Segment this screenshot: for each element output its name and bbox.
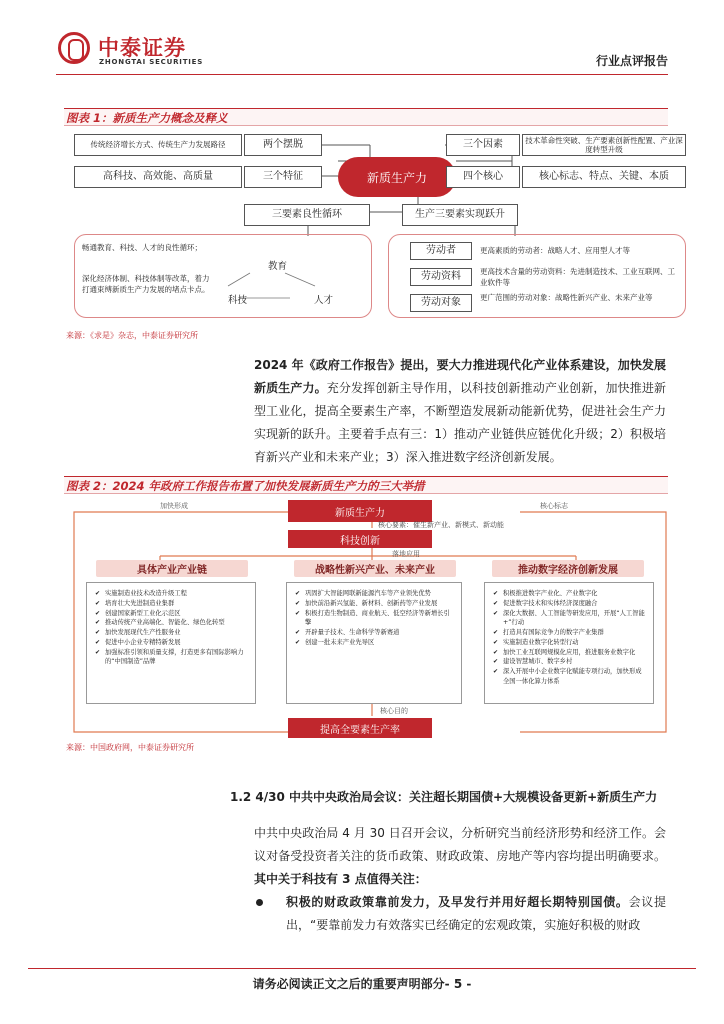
figure1-right-desc: 核心标志、特点、关键、本质 xyxy=(522,166,686,188)
figure2-bottom-bar: 提高全要素生产率 xyxy=(288,718,432,738)
figure1-cycle-node: 人才 xyxy=(314,295,334,306)
brand-logo-icon xyxy=(58,32,90,64)
figure1-left-label: 两个摆脱 xyxy=(244,134,322,156)
figure1-cycle-node: 教育 xyxy=(268,261,288,272)
brand-sub: ZHONGTAI SECURITIES xyxy=(99,58,204,66)
figure2-list-item: ✔ 积极推进数字产业化、产业数字化 xyxy=(493,589,647,599)
figure1-factor-name: 劳动对象 xyxy=(410,294,472,312)
figure2-tech-bar: 科技创新 xyxy=(288,530,432,548)
figure2-list-item: ✔ 巩固扩大智能网联新能源汽车等产业领先优势 xyxy=(295,589,455,599)
figure1-bottom-left-label: 三要素良性循环 xyxy=(244,204,370,226)
figure1-right-desc: 技术革命性突破、生产要素创新性配置、产业深度转型升级 xyxy=(522,134,686,156)
figure2-title: 图表 2：2024 年政府工作报告布置了加快发展新质生产力的三大举措 xyxy=(64,476,668,494)
figure1-factor-name: 劳动者 xyxy=(410,242,472,260)
figure2-list-item: ✔ 促进中小企业专精特新发展 xyxy=(95,638,249,648)
figure2-top-bar: 新质生产力 xyxy=(288,500,432,522)
figure1-factor-desc: 更广范围的劳动对象：战略性新兴产业、未来产业等 xyxy=(480,293,653,302)
figure2-list-item: ✔ 开辟量子技术、生命科学等新赛道 xyxy=(295,628,455,638)
figure2-list-item: ✔ 促进数字技术和实体经济深度融合 xyxy=(493,599,647,609)
figure2-list-item: ✔ 实施制造业技术改造升级工程 xyxy=(95,589,249,599)
bullet-paragraph-rest: 会议提出，“要靠前发力有效落实已经确定的宏观政策，实施好积极的财政 xyxy=(286,895,666,932)
figure2-column-title: 具体产业产业链 xyxy=(96,560,248,577)
section-paragraph xyxy=(254,822,666,891)
figure2-column-title: 推动数字经济创新发展 xyxy=(492,560,644,577)
figure1-bottom-right-label: 生产三要素实现跃升 xyxy=(402,204,518,226)
figure1-source: 来源：《求是》杂志，中泰证券研究所 xyxy=(66,331,198,340)
figure2-label-implement: 落地应用 xyxy=(392,550,420,558)
section-paragraph-bold: 其中关于科技有 3 点值得关注： xyxy=(254,872,427,886)
figure2-list-item: ✔ 深入开展中小企业数字化赋能专项行动，加快形成全国一体化算力体系 xyxy=(493,667,647,687)
figure1-right-label: 三个因素 xyxy=(446,134,520,156)
bullet-paragraph-bold: 积极的财政政策靠前发力，及早发行并用好超长期特别国债。 xyxy=(286,895,629,909)
page-number: - 5 - xyxy=(444,977,472,991)
brand-name: 中泰证券 xyxy=(98,36,186,60)
figure2-list-item: ✔ 推动传统产业高端化、智能化、绿色化转型 xyxy=(95,618,249,628)
figure2-list-item: ✔ 实施制造业数字化转型行动 xyxy=(493,638,647,648)
figure1-left-desc: 传统经济增长方式、传统生产力发展路径 xyxy=(74,134,242,156)
figure2-core-essence: 核心要素：催生新产业、新模式、新动能 xyxy=(378,521,504,529)
figure2-list-item: ✔ 加强标准引领和质量支撑，打造更多有国际影响力的“中国制造”品牌 xyxy=(95,648,249,668)
figure1-left-desc: 高科技、高效能、高质量 xyxy=(74,166,242,188)
section-title: 1.2 4/30 中共中央政治局会议：关注超长期国债+大规模设备更新+新质生产力 xyxy=(230,790,658,804)
section-paragraph-normal: 中共中央政治局 4 月 30 日召开会议，分析研究当前经济形势和经济工作。会议对备受投资者关注的货币政策、财政政策、房地产等内容均提出明确要求。 xyxy=(254,826,666,863)
figure2-label-core-goal: 核心目的 xyxy=(380,707,408,715)
figure1-left-label: 三个特征 xyxy=(244,166,322,188)
figure1-cycle-note: 深化经济体制、科技体制等改革，着力打通束缚新质生产力发展的堵点卡点。 xyxy=(82,274,210,294)
figure1-factor-name: 劳动资料 xyxy=(410,268,472,286)
footer-divider xyxy=(28,968,696,969)
figure1-right-label: 四个核心 xyxy=(446,166,520,188)
figure1-center-node: 新质生产力 xyxy=(338,157,456,197)
report-type: 行业点评报告 xyxy=(595,54,668,68)
figure2-column-box xyxy=(484,582,654,704)
figure2-column-box xyxy=(86,582,256,704)
figure2-list-item: ✔ 加快发展现代生产性服务业 xyxy=(95,628,249,638)
figure1-factor-desc: 更高素质的劳动者：战略人才、应用型人才等 xyxy=(480,246,630,255)
figure2-list-item: ✔ 积极打造生物制造、商业航天、低空经济等新增长引擎 xyxy=(295,609,455,629)
figure2-column-box xyxy=(286,582,462,704)
figure2-column-title: 战略性新兴产业、未来产业 xyxy=(294,560,456,577)
bullet-icon xyxy=(256,899,263,906)
figure1-factor-desc: 更高技术含量的劳动资料：先进制造技术、工业互联网、工业软件等 xyxy=(480,267,675,287)
figure2-label-accelerate: 加快形成 xyxy=(160,502,188,510)
header-divider xyxy=(56,74,668,75)
figure2-list-item: ✔ 建设智慧城市、数字乡村 xyxy=(493,657,647,667)
footer xyxy=(0,975,724,992)
body-paragraph-lead: 2024 年《政府工作报告》提出，要大力推进现代化产业体系建设，加快发展新质生产力。 xyxy=(254,358,666,395)
body-paragraph-rest: 充分发挥创新主导作用，以科技创新推动产业创新，加快推进新型工业化，提高全要素生产率，不断塑造发展新动能新优势，促进社会生产力实现新的跃升。主要着手点有三：1）推动产业链供应链优化升级；2）积极培育新兴产业和未来产业；3）深入推进数字经济创新发展。 xyxy=(254,381,666,464)
bullet-paragraph xyxy=(286,891,666,937)
figure2-list-item: ✔ 打造具有国际竞争力的数字产业集群 xyxy=(493,628,647,638)
figure2-list-item: ✔ 深化大数据、人工智能等研发应用，开展“人工智能+”行动 xyxy=(493,609,647,629)
body-paragraph xyxy=(254,354,666,469)
figure2-list-item: ✔ 创建一批未来产业先导区 xyxy=(295,638,455,648)
figure1-cycle-note: 畅通教育、科技、人才的良性循环； xyxy=(82,243,202,252)
figure2-label-core: 核心标志 xyxy=(540,502,568,510)
figure1-title: 图表 1：新质生产力概念及释义 xyxy=(64,108,668,126)
figure1-cycle-node: 科技 xyxy=(228,295,248,306)
figure2-list-item: ✔ 加快前沿新兴氢能、新材料、创新药等产业发展 xyxy=(295,599,455,609)
figure2-list-item: ✔ 创建国家新型工业化示范区 xyxy=(95,609,249,619)
figure2-list-item: ✔ 培育壮大先进制造业集群 xyxy=(95,599,249,609)
figure2-source: 来源：中国政府网，中泰证券研究所 xyxy=(66,743,194,752)
footer-disclaimer: 请务必阅读正文之后的重要声明部分 xyxy=(252,977,445,991)
figure2-list-item: ✔ 加快工业互联网规模化应用，推进服务业数字化 xyxy=(493,648,647,658)
